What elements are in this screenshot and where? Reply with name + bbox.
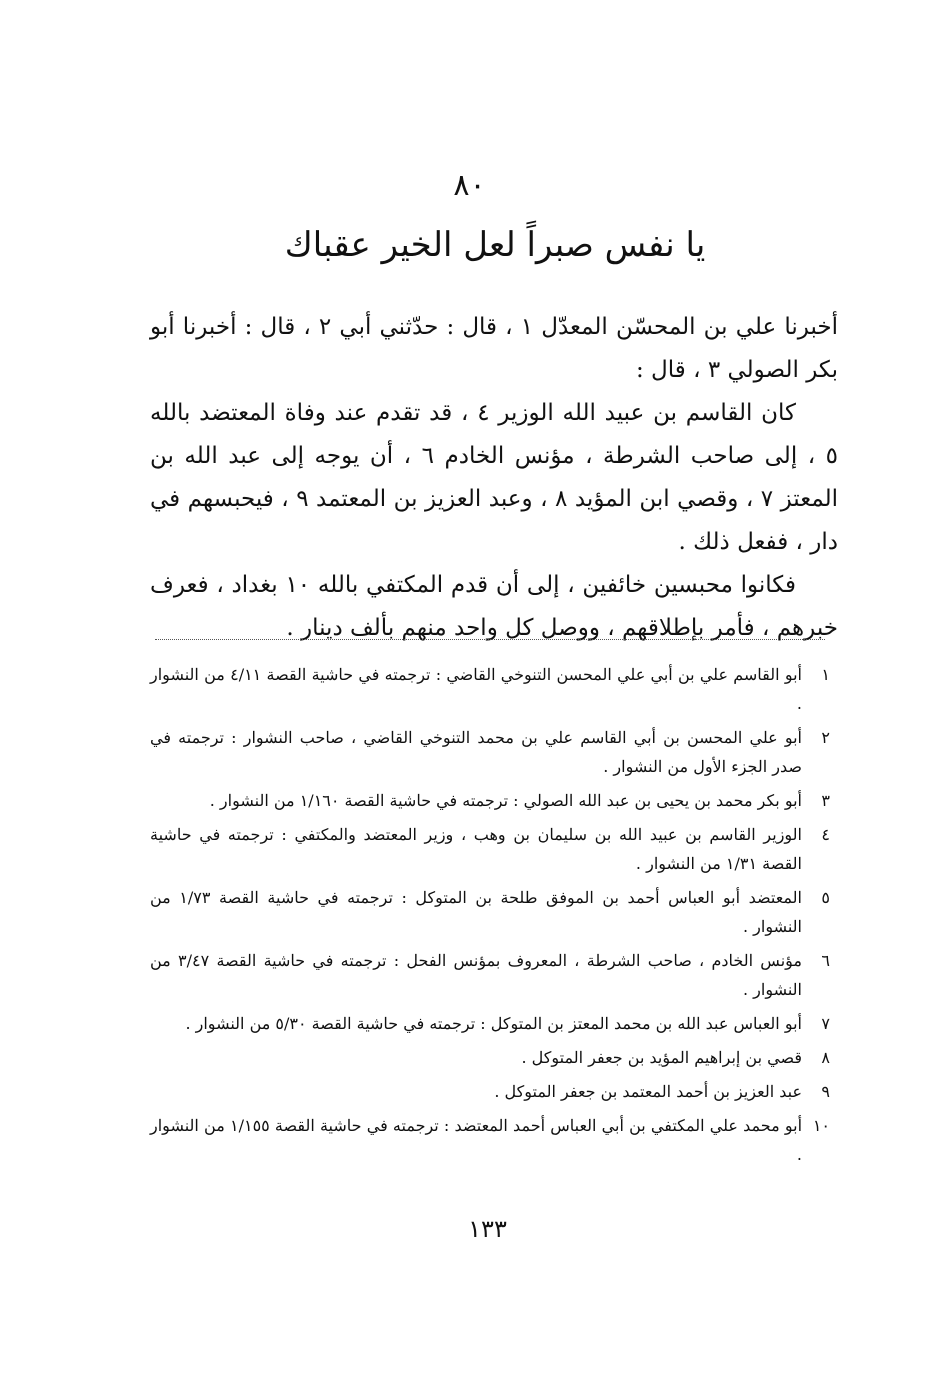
footnote-item [150,946,830,1004]
footnote-text: مؤنس الخادم ، صاحب الشرطة ، المعروف بمؤنس الفحل : ترجمته في حاشية القصة ٣/٤٧ من النشوار . [150,951,802,999]
footnote-text: قصي بن إبراهيم المؤيد بن جعفر المتوكل . [521,1048,802,1067]
footnote-number: ٢ [821,728,830,747]
footnote-text: أبو العباس عبد الله بن محمد المعتز بن المتوكل : ترجمته في حاشية القصة ٥/٣٠ من النشوار . [185,1014,802,1033]
footnote-item [150,1009,830,1038]
footnote-item [150,1077,830,1106]
footnote-item [150,883,830,941]
footnote-text: عبد العزيز بن أحمد المعتمد بن جعفر المتوكل . [494,1082,802,1101]
footnote-item [150,1043,830,1072]
body-paragraph-narrative: كان القاسم بن عبيد الله الوزير ٤ ، قد تقدم عند وفاة المعتضد بالله ٥ ، إلى صاحب الشرطة ، مؤنس الخادم ٦ ، أن يوجه إلى عبد الله بن المعتز ٧ ، وقصي ابن المؤيد ٨ ، وعبد العزيز بن المعتمد ٩ ، فيحبسهم في دار ، ففعل ذلك . [150,400,839,555]
story-number: ٨٠ [453,168,486,203]
footnote-number: ١٠ [812,1116,830,1135]
footnote-number: ٣ [821,791,830,810]
footnote-item [150,1111,830,1169]
footnote-text: أبو علي المحسن بن أبي القاسم علي بن محمد التنوخي القاضي ، صاحب النشوار : ترجمته في صدر الجزء الأول من النشوار . [150,728,802,776]
footnote-text: أبو محمد علي المكتفي بن أبي العباس أحمد المعتضد : ترجمته في حاشية القصة ١/١٥٥ من النشوار . [150,1116,803,1164]
footnote-number: ٦ [821,951,830,970]
footnote-item [150,660,830,718]
footnote-item [150,820,830,878]
footnote-number: ٩ [821,1082,830,1101]
footnote-text: المعتضد أبو العباس أحمد بن الموفق طلحة بن المتوكل : ترجمته في حاشية القصة ١/٧٣ من النشوار . [150,888,802,936]
footnote-number: ٤ [821,825,830,844]
footnote-number: ٧ [821,1014,830,1033]
footnote-number: ١ [821,665,830,684]
story-title: يا نفس صبراً لعل الخير عقباك [284,225,706,265]
page-number: ١٣٣ [468,1215,507,1243]
footnote-text: أبو القاسم علي بن أبي علي المحسن التنوخي القاضي : ترجمته في حاشية القصة ٤/١١ من النشوار . [150,665,803,713]
footnote-text: الوزير القاسم بن عبيد الله بن سليمان بن وهب ، وزير المعتضد والمكتفي : ترجمته في حاشية القصة ١/٣١ من النشوار . [150,825,802,873]
body-paragraph-isnad: أخبرنا علي بن المحسّن المعدّل ١ ، قال : حدّثني أبي ٢ ، قال : أخبرنا أبو بكر الصولي ٣ ، قال : [150,314,839,383]
footnote-item [150,723,830,781]
body-paragraph-conclusion: فكانوا محبسين خائفين ، إلى أن قدم المكتفي بالله ١٠ بغداد ، فعرف خبرهم ، فأمر بإطلاقهم ، ووصل كل واحد منهم بألف دينار . [150,572,838,641]
footnote-number: ٨ [821,1048,830,1067]
footnote-text: أبو بكر محمد بن يحيى بن عبد الله الصولي : ترجمته في حاشية القصة ١/١٦٠ من النشوار . [209,791,802,810]
footnote-item [150,786,830,815]
footnote-number: ٥ [821,888,830,907]
footnotes-list [150,660,830,1174]
footnote-separator [155,639,825,640]
story-body [150,306,838,650]
